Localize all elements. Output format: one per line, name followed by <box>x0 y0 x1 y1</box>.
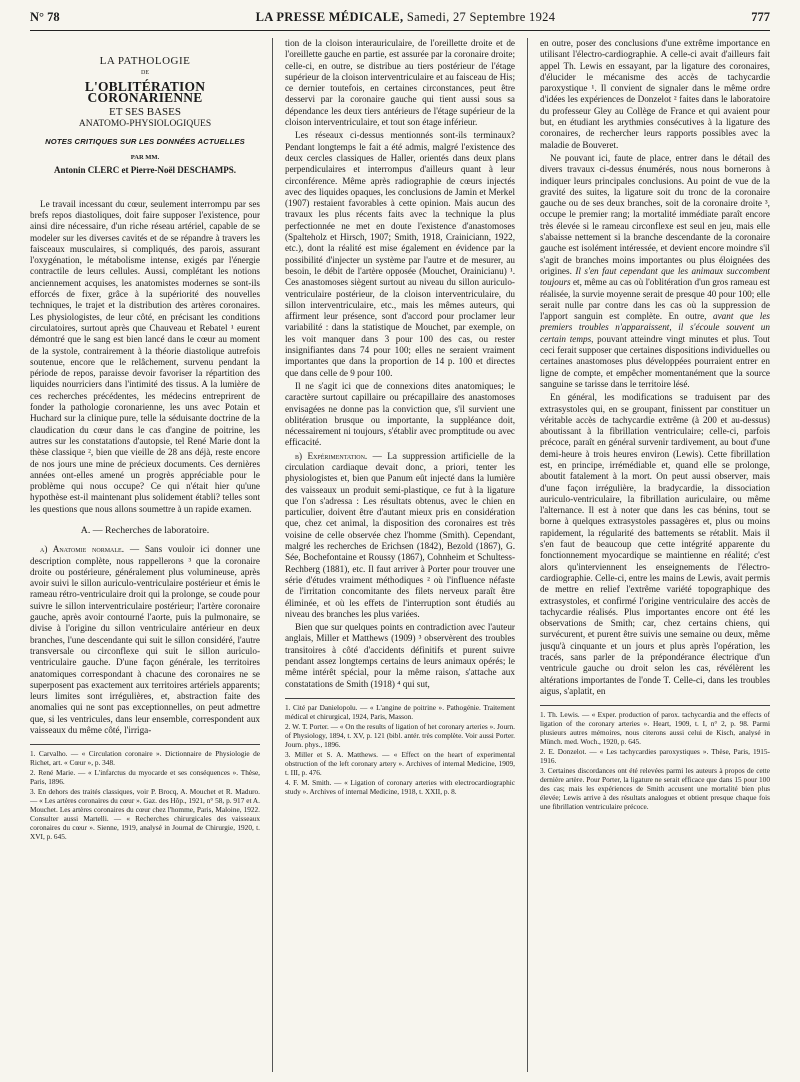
column-1 <box>30 38 260 1072</box>
issue-date: Samedi, 27 Septembre 1924 <box>406 9 556 24</box>
column-divider <box>527 38 528 1072</box>
column-3 <box>540 38 770 1072</box>
byline-prefix: PAR MM. <box>130 154 160 162</box>
footnotes <box>540 705 770 811</box>
column-2 <box>285 38 515 1072</box>
paragraph-text: — Sans vouloir ici donner une description complète, nous rappellerons ³ que la coronaire droite ou postérieure, généralement plus volumineuse, après avoir suivi le sillon auriculo-ventriculaire postérieur et émis le rameau rétro-ventriculaire droit qui la prolonge, se coude pour suivre le sillon interventriculaire postérieur; l'artère coronaire gauche, après avoir contourné l'aorte, puis la pulmonaire, se divise à l'origine du sillon ventriculaire antérieur en deux branches, l'une descendante qui suit le sillon considéré, l'autre transversale ou circonflexe qui suit le sillon auriculo-ventriculaire gauche. D'une façon générale, les territoires anatomiques correspondant à chacune des coronaires ne se superposent pas exactement aux territoires artériels apparents; leurs limites sont irrégulières, et, abstraction faite des anomalies qui ne sont pas exceptionnelles, on peut admettre que, si les ventricules, dans leur ensemble, correspondent aux vaisseaux du même côté, l'irriga- <box>30 544 261 736</box>
paragraph: tion de la cloison interauriculaire, de l'oreillette droite et de l'oreillette gauche en partie, est assurée par la coronaire droite; celle-ci, en outre, se distribue au tiers postérieur de l'étage supérieur de la cloison interventriculaire et au faisceau de His; ce dernier toutefois, en certaines circonstances, peut être desservi par la coronaire gauche qui tient aussi sous sa dépendance les deux tiers antérieurs de l'étage supérieur de la cloison interventriculaire, et tout son étage inférieur. <box>284 38 515 128</box>
authors: Antonin CLERC et Pierre-Noël DESCHAMPS. <box>53 165 237 176</box>
title-line-1: LA PATHOLOGIE <box>99 55 191 67</box>
paragraph <box>285 451 515 620</box>
subsection-label: a) Anatomie normale. <box>40 544 125 555</box>
title-line-5: ANATOMO-PHYSIOLOGIQUES <box>78 119 212 130</box>
title-line-2: DE <box>141 70 149 77</box>
title-line-4: ET SES BASES <box>109 106 181 119</box>
paragraph: Bien que sur quelques points en contradiction avec l'auteur anglais, Miller et Matthews (1909) ³ observèrent des troubles transitoires à côté d'accidents définitifs et purent suivre pendant assez longtemps certains de leurs animaux opérés; le même intérêt spécial, pour la même raison, s'attache aux constatations de Smith (1918) ⁴ qui sut, <box>284 622 515 689</box>
italic-emphasis: avant que les premiers troubles n'apparaissent, il s'écoule souvent un certain temps <box>539 311 770 344</box>
column-divider <box>272 38 273 1072</box>
footnote: 1. Cité par Danielopolu. — « L'angine de poitrine ». Pathogénie. Traitement médical et chirurgical, 1924, Paris, Masson. <box>284 702 515 721</box>
paragraph-text: , pouvant atteindre vingt minutes et plus. Tout ceci ferait supposer que certaines dispositions individuelles ou certaines anastomoses plus développées pourraient entrer en ligne de compte, et empêcher momentanément que la source sanguine se tarisse dans le territoire lésé. <box>539 333 770 389</box>
paragraph: Le travail incessant du cœur, seulement interrompu par ses brefs repos diastoliques, doit faire supposer l'existence, pour ainsi dire nécessaire, d'un riche réseau artériel, capable de se modeler sur les diverses cavités et de se répandre à travers les faisceaux musculaires, si compliqués, des parois, assurant l'oxygénation, le métabolisme intense, exigés par l'énergie contractile de leurs cellules. Aussi, complétant les notions anciennement acquises, les anatomistes modernes se sont-ils efforcés de fixer, grâce à la supériorité des nouvelles techniques, le trajet et la distribution des artères coronaires. Les physiologistes, de leur côté, en précisant les conditions circulatoires, surtout après que Chauveau et Rebatel ¹ eurent démontré que le sang est bien lancé dans le cœur au moment de la systole, contrairement à la théorie diastolique autrefois soutenue, encore que le relâchement, survenu pendant la période de repos, paraisse devoir favoriser la répartition des liquides nourriciers dans l'intimité des tissus. A la lumière de ces recherches précédentes, les médecins entreprirent de fonder la pathologie coronarienne, les uns avec Potain et Huchard sur la clinique pure, telle la séduisante doctrine de la claudication du cœur dans le cas d'angine de poitrine, les autres sur les constatations d'autopsie, tel René Marie dont la thèse classique ², bien que vieille de 28 ans déjà, reste encore de nos jours une mine de précieux documents. Ces dernières années ont-elles amené un progrès appréciable pour le problème qui nous occupe? Ce qui n'était hier qu'une hypothèse est-il maintenant plus solidement établi? telles sont les questions que nous allons soumettre à un rapide examen. <box>30 198 261 514</box>
page-number: 777 <box>751 9 770 24</box>
footnote: 2. W. T. Porter. — « On the results of ligation of het coronary arteries ». Journ. of Physiology, 1894, t. XV, p. 121 (bibl. antér. très complète. Voir aussi Porter. Journ. phys., 1896. <box>284 721 515 749</box>
footnote: 1. Carvalho. — « Circulation coronaire ». Dictionnaire de Physiologie de Richet, art. « Cœur », p. 348. <box>30 749 261 768</box>
subsection-label: b) Expérimentation. <box>294 450 368 461</box>
footnote: 4. F. M. Smith. — « Ligation of coronary arteries with electrocardiographic study ». Archives of internal Medicine, 1918, t. XXII, p. 8. <box>284 777 515 796</box>
paragraph <box>540 153 770 390</box>
section-heading: A. — Recherches de laboratoire. <box>80 524 210 536</box>
footnote: 2. René Marie. — « L'infarctus du myocarde et ses conséquences ». Thèse, Paris, 1896. <box>30 768 261 787</box>
footnote: 2. E. Donzelot. — « Les tachycardies paroxystiques ». Thèse, Paris, 1915-1916. <box>539 747 770 766</box>
text-columns <box>30 38 770 1072</box>
footnote: 1. Th. Lewis. — « Exper. production of parox. tachycardia and the effects of ligation of the coronary arteries ». Heart, 1909, t. I, n° 2, p. 98. Parmi plusieurs autres mémoires, nous citerons aussi celui de Kisch, analysé in Münch. med. Woch., 1920, p. 645. <box>539 710 770 747</box>
footnotes <box>30 744 260 841</box>
journal-name: LA PRESSE MÉDICALE, <box>255 9 404 24</box>
article-subtitle: NOTES CRITIQUES SUR LES DONNÉES ACTUELLES <box>45 136 245 146</box>
paragraph-text: — La suppression artificielle de la circulation cardiaque devait donc, a priori, tenter les physiologistes et, bien que Panum eût injecté dans la lumière des vaisseaux un produit semi-plastique, ce fut à la ligature que l'on s'adressa : Les résultats obtenus, avec le chien en particulier, doivent être d'autant mieux pris en considération que, chez cet animal, la disposition des coronaires est très voisine de celle observée chez l'homme (Smith). Cependant, malgré les recherches de Erichsen (1842), Bezold (1867), G. Sée, Bochefontaine et Roussy (1867), Cohnheim et Schultess-Rechberg (1881), etc. Il faut arriver à Porter pour trouver une série d'études vraiment méthodiques ² où l'influence néfaste de l'irritation concomitante des filets nerveux paraît être éliminée, et où les effets de l'interruption sont étudiés au niveau des branches les plus variées. <box>284 450 515 619</box>
paragraph <box>30 544 260 736</box>
paragraph-text: Ne pouvant ici, faute de place, entrer dans le détail des divers travaux ci-dessus énumérés, nous nous bornerons à indiquer leurs principales conclusions. Au point de vue de la gravité des suites, la ligature soit du tronc de la coronaire gauche ou de ses deux branches, soit de la coronaire droite ³, occupe le premier rang; la mortalité immédiate paraît encore très élevée si le rameau circonflexe est seul en jeu, mais elle s'abaisse nettement si la branche descendante de la coronaire gauche est isolément intéressée, et devient encore moindre s'il s'agit de branches moins importantes ou plus éloignées des origines. <box>539 152 770 276</box>
paragraph-text: et, même au cas où l'oblitération d'un gros rameau est réalisée, la survie moyenne serait de presque 40 pour 100; elle serait nulle par contre dans les cas où la suppression de l'apport sanguin est complète. En outre, <box>539 277 770 322</box>
page-header <box>30 4 770 31</box>
issue-number: N° 78 <box>30 9 60 24</box>
paragraph: En général, les modifications se traduisent par des extrasystoles qui, en se groupant, finissent par constituer un véritable accès de tachycardie extrême (à 200 et au-dessus) aboutissant à la fibrillation ventriculaire; celle-ci, parfois précoce, paraît en général survenir tardivement, au bout d'une demi-heure à trois heures environ (Lewis). Cette fibrillation est, en principe, irrémédiable et, quand elle se prolonge, aboutit fatalement à la mort. On peut aussi observer, mais d'une façon irrégulière, la bradycardie, la dissociation auriculo-ventriculaire, la fibrillation auriculaire, ou même l'alternance. Il est à noter que dans les cas bénins, tout se borne à quelques extrasystoles passagères et, plus ou moins rapidement, la régularité des battements se rétablit. Mais il s'en faut de beaucoup que cette intégrité apparente du fonctionnement myocardique se maintienne en réalité; c'est alors qu'interviennent les enseignements de l'électro-cardiographie. Celle-ci, entre les mains de Lewis, avait permis de mettre en relief l'extrême variété topographique des extrasystoles, et confirmé l'origine ventriculaire des accès de tachycardie réalisés. Plus importantes encore ont été les observations de Smith; car, chez certains chiens, qui survécurent, et purent être suivis une semaine ou deux, même jusqu'à cinquante et un jours et plus après l'opération, les tracés, sans parler de la prépondérance électrique d'un ventricule gauche ou droit selon les cas, révélèrent les altérations importantes de l'onde T. Celle-ci, dans les troubles aigus, s'aplatit, en <box>539 392 770 696</box>
running-title <box>256 10 556 25</box>
footnotes <box>285 698 515 796</box>
title-line-3: L'OBLITÉRATION CORONARIENNE <box>84 78 206 105</box>
paragraph: Les réseaux ci-dessus mentionnés sont-ils terminaux? Pendant longtemps le fait a été admis, malgré l'existence des deux cercles classiques de Haller, orientés dans deux plans perpendiculaires et interrompus d'ailleurs quant à leur circonférence. Même après radiographie de cœurs injectés avec des liquides opaques, les conclusions de Jamin et Merkel (1907) restaient favorables à cette opinion. Mais aucun des travaux les plus récents faits avec la technique la plus perfectionnée ne met en doute l'existence d'anastomoses (Spalteholz et Hirsch, 1907; Smith, 1918, Crainiciann, 1922, etc.), dont la réalité est mise également en évidence par la possibilité d'injecter un système par l'autre et de mesurer, au besoin, le débit de l'artère opposée (Mouchet, Orainicianu) ¹. Ces anastomoses siègent surtout au niveau du sillon auriculo-ventriculaire postérieur, de la cloison interventriculaire, du sillon interventriculaire, etc., mais les mêmes auteurs, qui affirment leur présence, sont d'accord pour proclamer leur variabilité : dans la statistique de Mouchet, par exemple, on les voit manquer dans 3 pour 100 des cas, ou rester insignifiantes dans 74 pour 100; elles ne seraient vraiment importantes que dans la proportion de 14 p. 100 et directes que dans celle de 9 pour 100. <box>284 130 515 378</box>
italic-emphasis: Il s'en faut cependant que les animaux succombent toujours <box>539 265 770 288</box>
footnote: 3. En dehors des traités classiques, voir P. Brocq, A. Mouchet et R. Maduro. — « Les artères coronaires du cœur ». Gaz. des Hôp., 1921, n° 58, p. 917 et A. Mouchet. Les artères coronaires du cœur chez l'homme, Paris, Maloine, 1922. Consulter aussi Martelli. — « Recherches chirurgicales des vaisseaux coronaires du cœur ». Sienne, 1919, analysé in Journal de Chirurgie, 1920, t. XVI, p. 645. <box>30 787 261 842</box>
footnote: 3. Miller et S. A. Matthews. — « Effect on the heart of experimental obstruction of the left coronary artery ». Archives of internal Medicine, 1909, t. III, p. 476. <box>284 749 515 777</box>
paragraph: en outre, poser des conclusions d'une extrême importance en utilisant l'électro-cardiographie. A celle-ci avait d'ailleurs fait appel Th. Lewis en essayant, par la ligature des coronaires, d'élucider le mécanisme des accès de tachycardie paroxystique ¹. Il convient de signaler dans le même ordre d'idées les expériences de Donzelot ² faites dans le laboratoire du professeur Gley au Collège de France et qui avaient pour but, en étudiant les arythmies consécutives à la ligature des coronaires, de rechercher leurs rapports possibles avec la maladie de Bouveret. <box>539 38 770 150</box>
footnote: 3. Certaines discordances ont été relevées parmi les auteurs à propos de cette dernière artère. Pour Porter, la ligature ne serait efficace que dans 15 pour 100 des cas; mais les expériences de Smith accusent une mortalité bien plus élevée; Lewis arrive à des résultats analogues et obtient presque chaque fois une fibrillation ventriculaire précoce. <box>539 766 770 812</box>
article-title-block <box>30 56 260 177</box>
paragraph: Il ne s'agit ici que de connexions dites anatomiques; le caractère surtout capillaire ou précapillaire des anastomoses envisagées ne donne pas la conviction que, s'il survient une oblitération brusque ou importante, la suppléance doit, nécessairement ni toujours, s'établir avec promptitude ou avec efficacité. <box>284 380 515 448</box>
